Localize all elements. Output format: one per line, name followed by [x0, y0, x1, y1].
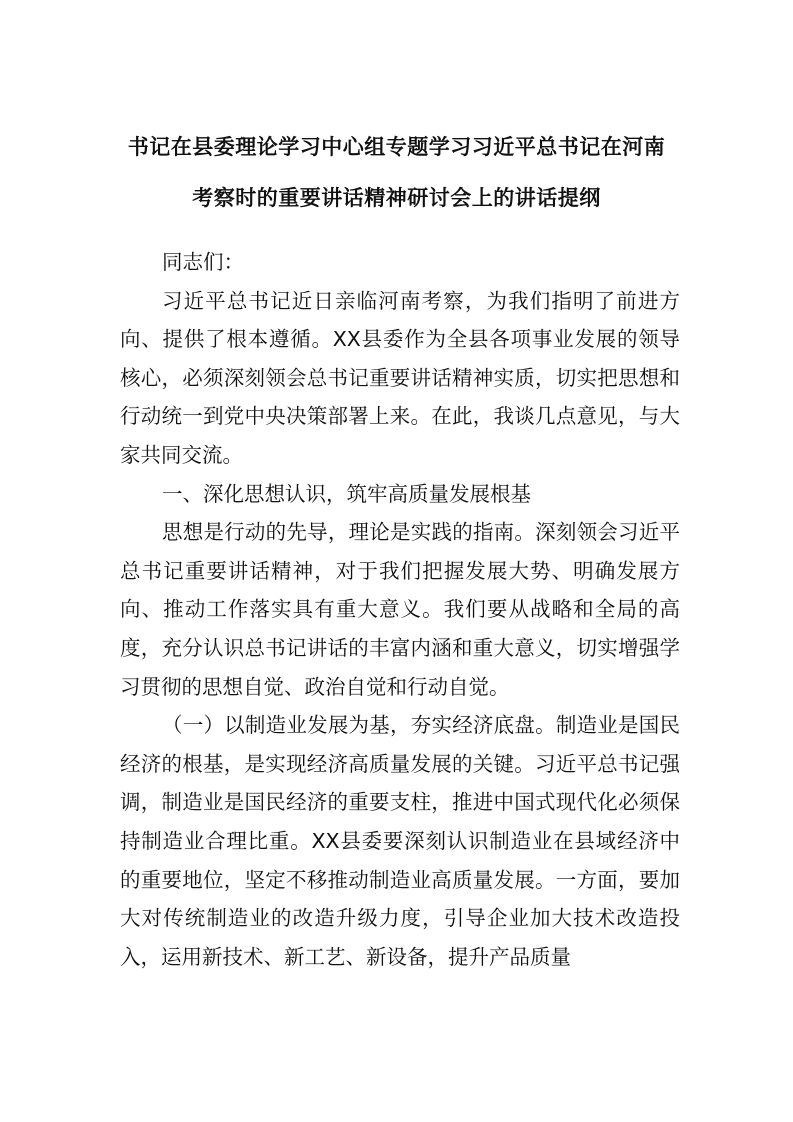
- document-title-line-1: 书记在县委理论学习中心组专题学习习近平总书记在河南: [127, 134, 666, 159]
- document-body: [120, 243, 680, 976]
- paragraph-section-1: 思想是行动的先导，理论是实践的指南。深刻领会习近平总书记重要讲话精神，对于我们把握发展大势、明确发展方向、推动工作落实具有重大意义。我们要从战略和全局的高度，充分认识总书记讲话的丰富内涵和重大意义，切实增强学习贯彻的思想自觉、政治自觉和行动自觉。: [120, 520, 680, 699]
- paragraph-intro: 习近平总书记近日亲临河南考察，为我们指明了前进方向、提供了根本遵循。XX县委作为全县各项事业发展的领导核心，必须深刻领会总书记重要讲话精神实质，切实把思想和行动统一到党中央决策部署上来。在此，我谈几点意见，与大家共同交流。: [120, 288, 680, 467]
- paragraph-subsection-1: （一）以制造业发展为基，夯实经济底盘。制造业是国民经济的根基，是实现经济高质量发展的关键。习近平总书记强调，制造业是国民经济的重要支柱，推进中国式现代化必须保持制造业合理比重。XX县委要深刻认识制造业在县域经济中的重要地位，坚定不移推动制造业高质量发展。一方面，要加大对传统制造业的改造升级力度，引导企业加大技术改造投入，运用新技术、新工艺、新设备，提升产品质量: [120, 713, 680, 969]
- salutation: 同志们：: [162, 250, 244, 274]
- section-heading: 一、深化思想认识，筑牢高质量发展根基: [162, 481, 531, 506]
- document-title-line-2: 考察时的重要讲话精神研讨会上的讲话提纲: [192, 185, 601, 210]
